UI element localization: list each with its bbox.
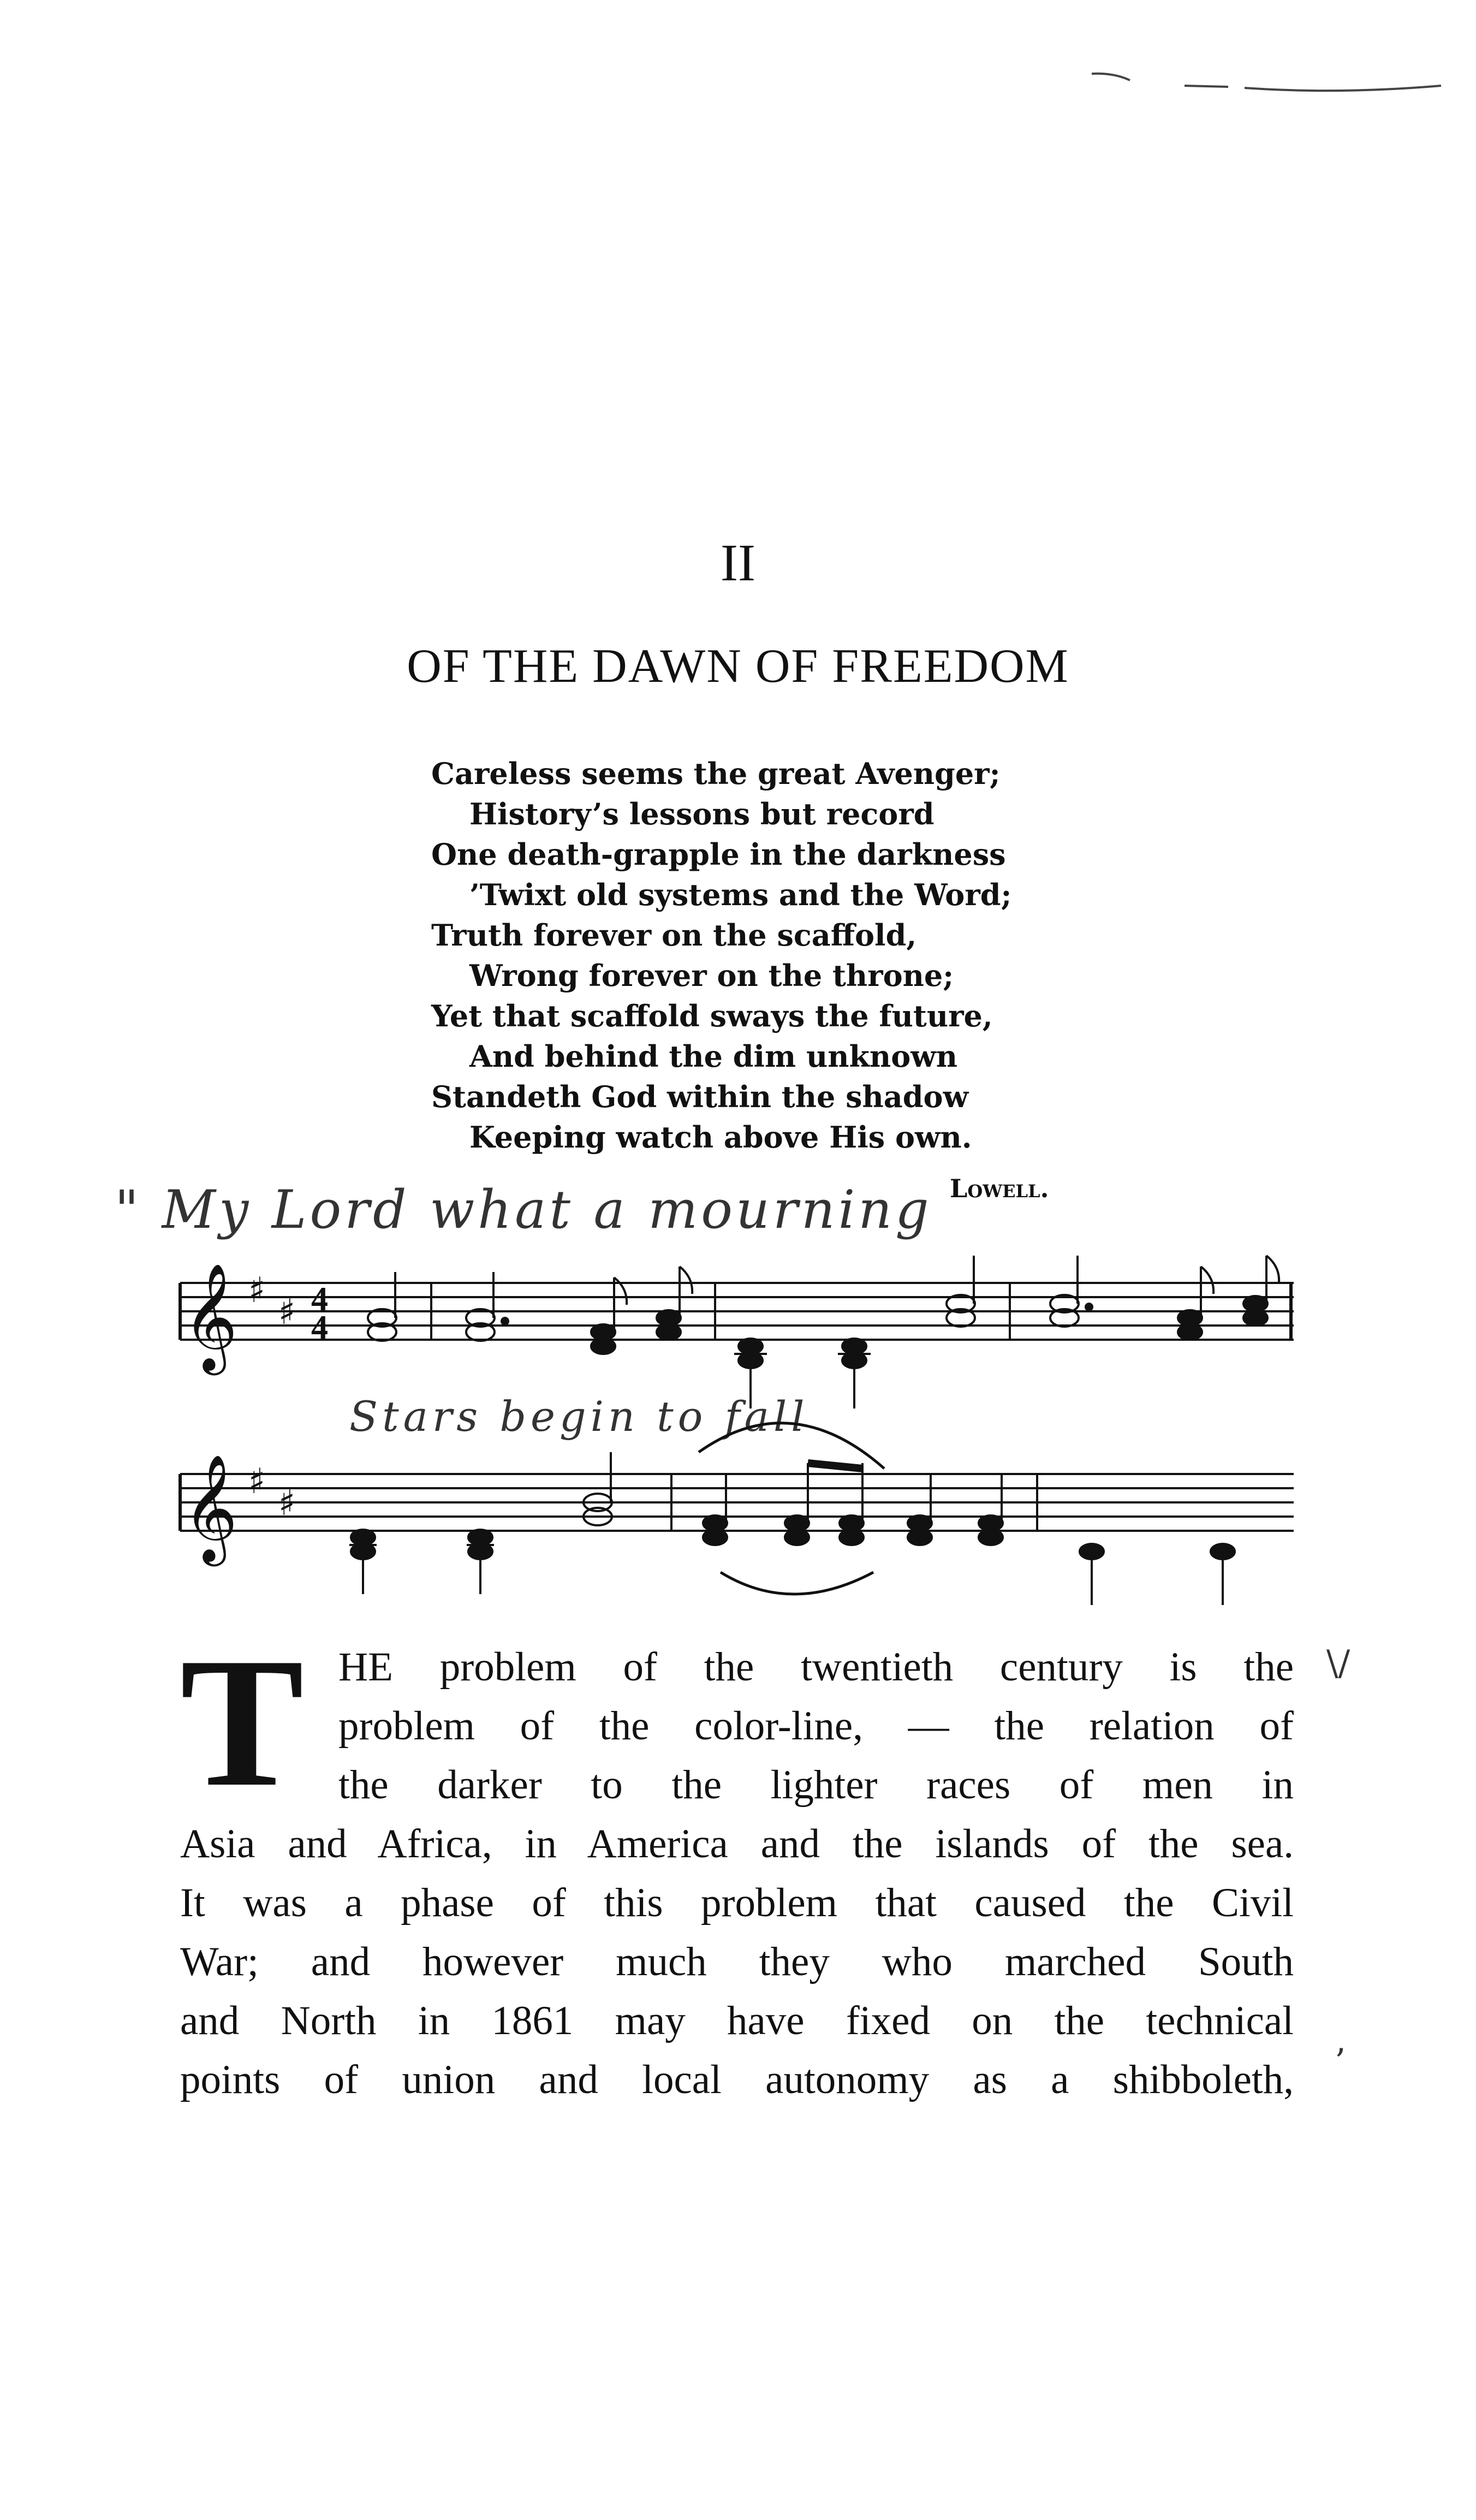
- drop-cap: T: [180, 1619, 304, 1825]
- treble-clef-icon: 𝄞: [183, 1263, 238, 1371]
- time-signature-top: 4: [311, 1281, 328, 1318]
- notes-staff-2: [349, 1423, 1235, 1605]
- music-staff-1: [180, 1283, 1294, 1340]
- poem-line: One death-grapple in the darkness: [431, 837, 1006, 872]
- time-signature-bottom: 4: [311, 1309, 328, 1346]
- body-line: Asia and Africa, in America and the islands of the sea.: [180, 1821, 1294, 1867]
- poem-line: And behind the dim unknown: [469, 1039, 957, 1074]
- body-line: points of union and local autonomy as a shibboleth,: [180, 2057, 1294, 2102]
- poem-line: ’Twixt old systems and the Word;: [469, 877, 1012, 912]
- poem-line: Yet that scaffold sways the future,: [431, 999, 993, 1033]
- handwritten-annotation-line2: Stars begin to fall: [349, 1392, 809, 1441]
- sharp-icon: ♯: [248, 1270, 265, 1311]
- poem-line: History’s lessons but record: [469, 797, 935, 831]
- handwritten-annotation-line1: " My Lord what a mourning: [115, 1179, 932, 1240]
- epigraph-attribution: Lowell.: [950, 1174, 1049, 1203]
- body-text: [180, 1619, 1294, 2109]
- sharp-icon: ♯: [248, 1461, 265, 1502]
- poem-line: Truth forever on the scaffold,: [431, 918, 917, 953]
- music-staff-2: [180, 1474, 1294, 1531]
- poem-line: Standeth God within the shadow: [431, 1079, 969, 1114]
- margin-mark-lower: ’: [1335, 2042, 1346, 2082]
- sharp-icon: ♯: [278, 1292, 295, 1333]
- body-line: War; and however much they who marched South: [180, 1939, 1294, 1984]
- notes-staff-1: [368, 1256, 1279, 1408]
- sharp-icon: ♯: [278, 1483, 295, 1524]
- poem-line: Careless seems the great Avenger;: [431, 756, 1001, 791]
- body-line: It was a phase of this problem that caused the Civil: [180, 1880, 1294, 1925]
- treble-clef-icon: 𝄞: [183, 1454, 238, 1562]
- body-line: and North in 1861 may have fixed on the technical: [180, 1998, 1294, 2043]
- chapter-number: II: [721, 533, 755, 592]
- poem-line: Keeping watch above His own.: [469, 1120, 972, 1155]
- chapter-title: OF THE DAWN OF FREEDOM: [407, 640, 1069, 693]
- body-line: problem of the color-line, — the relation of: [338, 1703, 1294, 1749]
- body-line: the darker to the lighter races of men in: [338, 1762, 1294, 1808]
- poem-line: Wrong forever on the throne;: [469, 958, 954, 993]
- body-line: HE problem of the twentieth century is the: [338, 1644, 1294, 1690]
- margin-mark-upper: \/: [1326, 1643, 1350, 1684]
